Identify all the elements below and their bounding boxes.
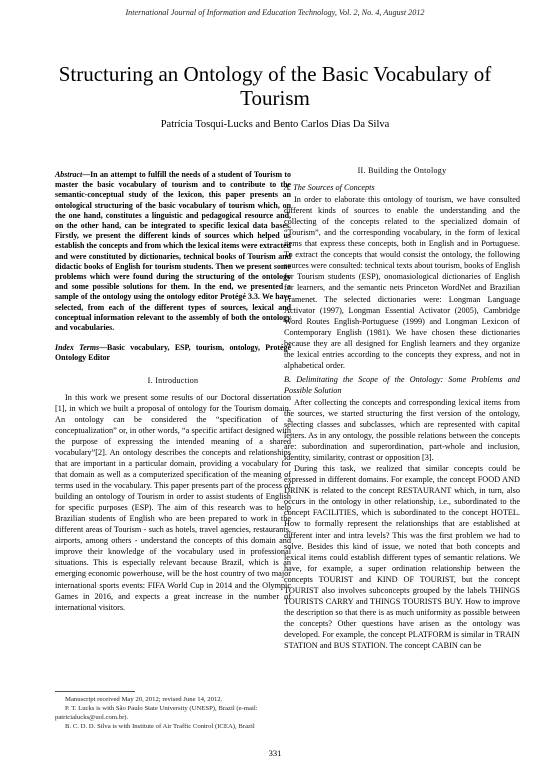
abstract-text: —In an attempt to fulfill the needs of a student of Tourism to master the basic vocabulary of tourism and to contribute to the semantic-conceptual study of the lexicon, this paper presents an ontological structuring of the basic vocabulary of tourism which, on the one hand, constitutes a linguistic and pedagogical resource and, on the other hand, can be integrated to specific lexical data bases. Firstly, we present the different kinds of sources which helped us establish the concepts and from which the lexical items were extracted and were constituted by dictionaries, technical books of Tourism and didactic books of English for tourism students. Then we present some problems which were found during the structuring of the ontology and some possible solutions for them. In the end, we presented a sample of the ontology using the ontology editor Protégé 3.3. We have selected, from each of the different types of sources, lexical and conceptual information relevant to the assembly of both the ontology and vocabularies. <box>55 170 291 333</box>
subheading-scope: B. Delimitating the Scope of the Ontology: Some Problems and Possible Solution <box>284 374 520 395</box>
scope-paragraph-1: After collecting the concepts and corresponding lexical items from the sources, we started structuring the first version of the ontology, selecting classes and subclasses, which are represented with capital letters. As in any ontology, the possible relations between the concepts are: subordination and superordination, part-whole and inclusion, identity, similarity, contrast or opposition [3]. <box>284 397 520 463</box>
footnote-rule <box>55 691 135 692</box>
abstract-label: Abstract <box>55 170 83 179</box>
right-column <box>284 165 520 651</box>
footnote-author-1: P. T. Lucks is with São Paulo State University (UNESP), Brazil (e-mail: patricialucks@uol.com.br). <box>55 705 258 721</box>
index-terms-text: —Basic vocabulary, ESP, tourism, ontology, Protégé Ontology Editor <box>55 343 291 363</box>
index-terms-label: Index Terms <box>55 343 100 353</box>
left-column <box>55 170 291 613</box>
authors: Patrícia Tosqui-Lucks and Bento Carlos Dias Da Silva <box>160 119 390 130</box>
footnote-author-2: B. C. D. D. Silva is with Institute of Air Traffic Control (ICEA), Brazil <box>65 723 255 730</box>
journal-header: International Journal of Information and Education Technology, Vol. 2, No. 4, August 2012 <box>125 8 425 17</box>
sources-paragraph: In order to elaborate this ontology of tourism, we have consulted different kinds of sources to enable the understanding and the collecting of the concepts related to the specialized domain of “Tourism”, and the corresponding vocabulary, in the form of lexical items that express these concepts, both in English and in Portuguese. To extract the concepts that would consist the ontology, the following sources were consulted: technical texts about tourism, books of English for Tourism students (ESP), onomasiological dictionaries of English for learners, and the semantic nets Princeton WordNet and Brazilian Framenet. The selected dictionaries were: Longman Language Activator (1997), Longman Essential Activator (2005), Cambridge Word Routes English-Portuguese (1999) and Longman Lexicon of Contemporary English (1981). We have chosen these dictionaries because they are all designed for English learners and they organize the lexical entries according to the concepts they express, and not in alphabetical order. <box>284 195 520 370</box>
index-terms <box>55 343 291 363</box>
section-heading-introduction: I. Introduction <box>147 375 199 385</box>
footnotes <box>55 695 291 731</box>
intro-paragraph: In this work we present some results of our Doctoral dissertation [1], in which we built a proposal of ontology for the Tourism domain. An ontology can be considered the “specification of a conceptualization” or, in other words, “a specific artifact designed with the purpose of expressing the intended meaning of a shared vocabulary”[2]. An ontology describes the concepts and relationships that are important in a particular domain, providing a vocabulary for that domain as well as a computerized specification of the meaning of terms used in the vocabulary. This paper presents part of the process of building an ontology of Tourism in order to assist students of English for specific purposes (ESP). The aim of this research was to help Brazilian students of English who are been prepared to work in the different areas of Tourism - such as hotels, travel agencies, restaurants, airports, among others - understand the concepts of this domain and improve their knowledge of the vocabulary used in professional situations. This is especially relevant because Brazil, which is an emerging economic powerhouse, will be the host country of two major international sports events: FIFA World Cup in 2014 and the Olympic Games in 2016, and expects a great increase in the number of international visitors. <box>55 392 291 612</box>
scope-paragraph-2: During this task, we realized that similar concepts could be expressed in different domains. For example, the concept FOOD AND DRINK is related to the concept RESTAURANT which, in turn, also occurs in the ontology in other relationship, i.e., subordinated to the concept FACILITIES, which is subordinated to the concept HOTEL. How to formally represent the relationships that are established at different inter and intra levels? This was the first problem we had to solve. Besides this kind of issue, we noted that both concepts and lexical items could establish different types of semantic relations. We have, for example, a super ordination relationship between the concepts TOURIST and KIND OF TOURIST, but the concept TOURIST also involves subconcepts grouped by the labels THINGS TOURISTS CARRY and THINGS TOURISTS BUY. How to improve the description so that there is as much uniformity as possible between the concepts? Other questions have arisen as the ontology was developed. For example, the concept PLATFORM is similar in TRAIN STATION and BUS STATION. The concept CABIN can be <box>284 464 520 650</box>
subheading-sources: A. The Sources of Concepts <box>284 183 375 193</box>
abstract <box>55 170 291 333</box>
paper-title: Structuring an Ontology of the Basic Vocabulary of Tourism <box>58 62 492 110</box>
section-heading-building: II. Building the Ontology <box>357 166 447 175</box>
page-number: 331 <box>268 748 282 758</box>
footnote-manuscript: Manuscript received May 20, 2012; revised June 14, 2012. <box>65 696 223 703</box>
